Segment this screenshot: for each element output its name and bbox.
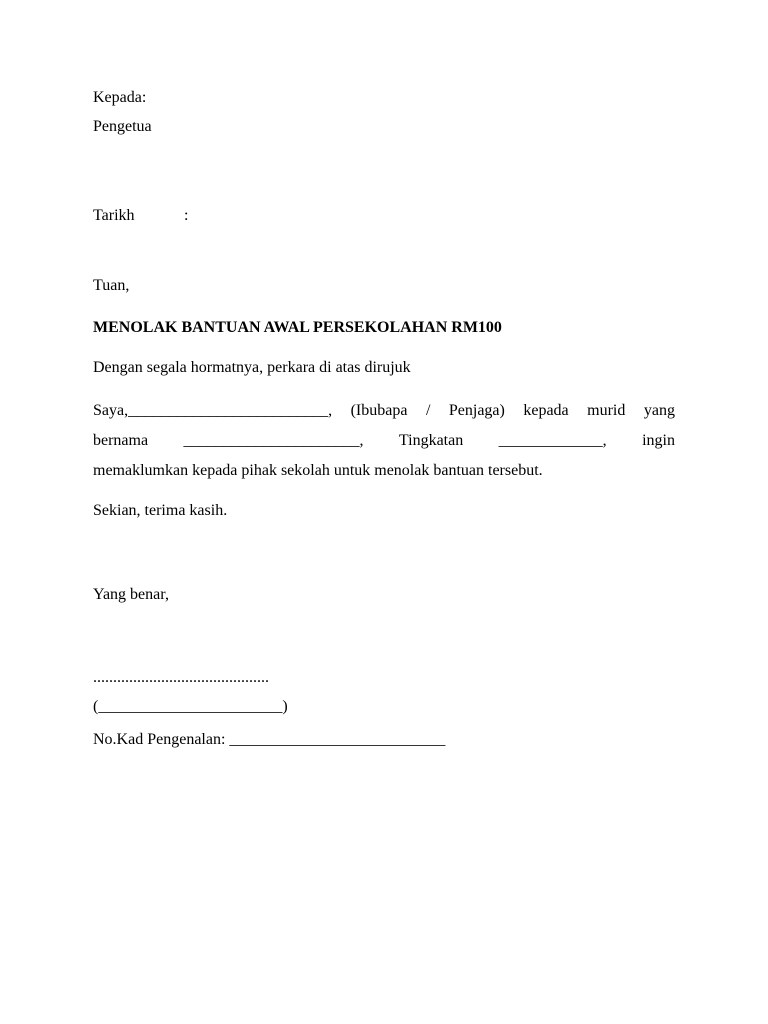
body-line-1: [93, 401, 675, 421]
body-line-3: memaklumkan kepada pihak sekolah untuk menolak bantuan tersebut.: [93, 462, 543, 479]
date-colon: :: [184, 207, 189, 224]
body-word: (Ibubapa: [350, 402, 408, 419]
recipient: Pengetua: [93, 118, 152, 135]
name-blank: (_______________________): [93, 698, 288, 715]
body-word: yang: [643, 402, 675, 419]
date-label: Tarikh: [93, 207, 135, 224]
body-word: ingin: [642, 432, 675, 449]
body-word: Tingkatan: [398, 432, 464, 449]
sign-off: Yang benar,: [93, 586, 169, 603]
signature-line: ............................................: [93, 669, 269, 686]
body-word: murid: [587, 402, 626, 419]
closing: Sekian, terima kasih.: [93, 502, 228, 519]
body-word: kepada: [523, 402, 569, 419]
ic-number-line: No.Kad Pengenalan: ___________________________: [93, 731, 446, 748]
opening-line: Dengan segala hormatnya, perkara di atas dirujuk: [93, 359, 411, 376]
body-word: Saya,_________________________,: [93, 402, 333, 419]
body-word: /: [425, 402, 431, 419]
body-word: ______________________,: [183, 432, 364, 449]
body-word: _____________,: [498, 432, 607, 449]
subject-heading: MENOLAK BANTUAN AWAL PERSEKOLAHAN RM100: [93, 319, 502, 336]
salutation: Tuan,: [93, 277, 130, 294]
to-label: Kepada:: [93, 89, 147, 106]
body-word: Penjaga): [448, 402, 505, 419]
body-line-2: [93, 431, 675, 451]
body-word: bernama: [93, 432, 149, 449]
